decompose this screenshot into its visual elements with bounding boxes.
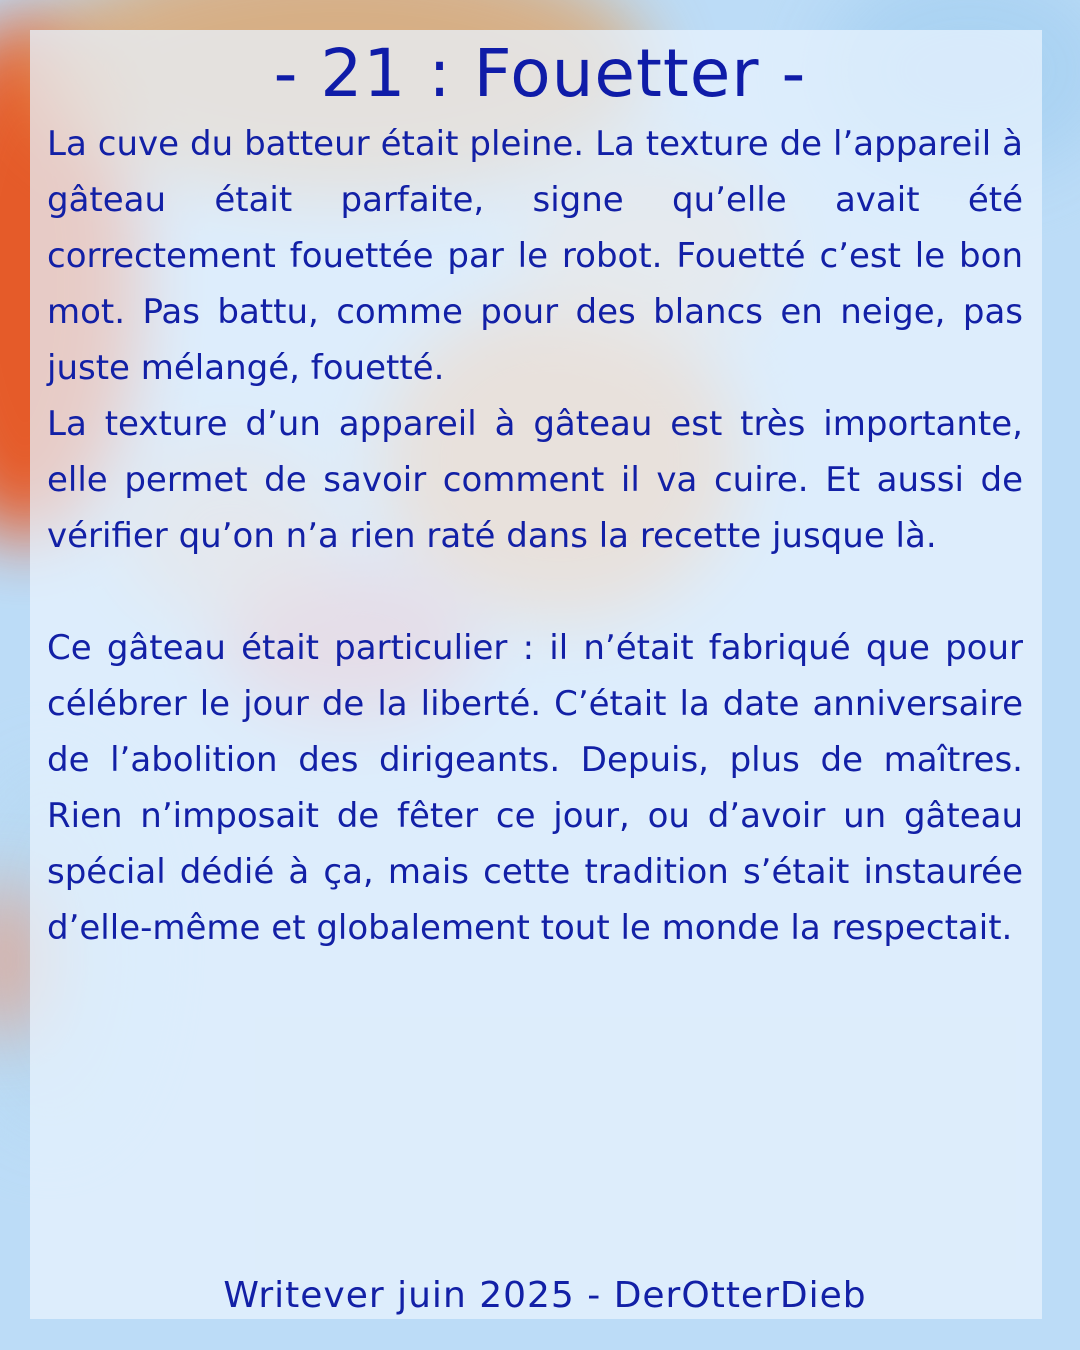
paragraph-2: La texture d’un appareil à gâteau est très importante, elle permet de savoir comment il va cuire. Et aussi de vérifier qu’on n’a rien raté dans la recette jusque là. — [47, 404, 1023, 556]
page-title: - 21 : Fouetter - — [273, 35, 807, 112]
footer-credit: Writever juin 2025 - DerOtterDieb — [223, 1275, 867, 1316]
paragraph-3: Ce gâteau était particulier : il n’était fabriqué que pour célébrer le jour de la liberté. C’était la date anniversaire de l’abolition des dirigeants. Depuis, plus de maîtres. Rien n’imposait de fêter ce jour, ou d’avoir un gâteau spécial dédié à ça, mais cette tradition s’était instaurée d’elle-même et globalement tout le monde la respectait. — [47, 628, 1023, 948]
story-text — [47, 116, 1023, 956]
paragraph-1: La cuve du batteur était pleine. La texture de l’appareil à gâteau était parfaite, signe qu’elle avait été correctement fouettée par le robot. Fouetté c’est le bon mot. Pas battu, comme pour des blancs en neige, pas juste mélangé, fouetté. — [47, 124, 1023, 388]
paragraph-spacer — [47, 564, 1023, 620]
